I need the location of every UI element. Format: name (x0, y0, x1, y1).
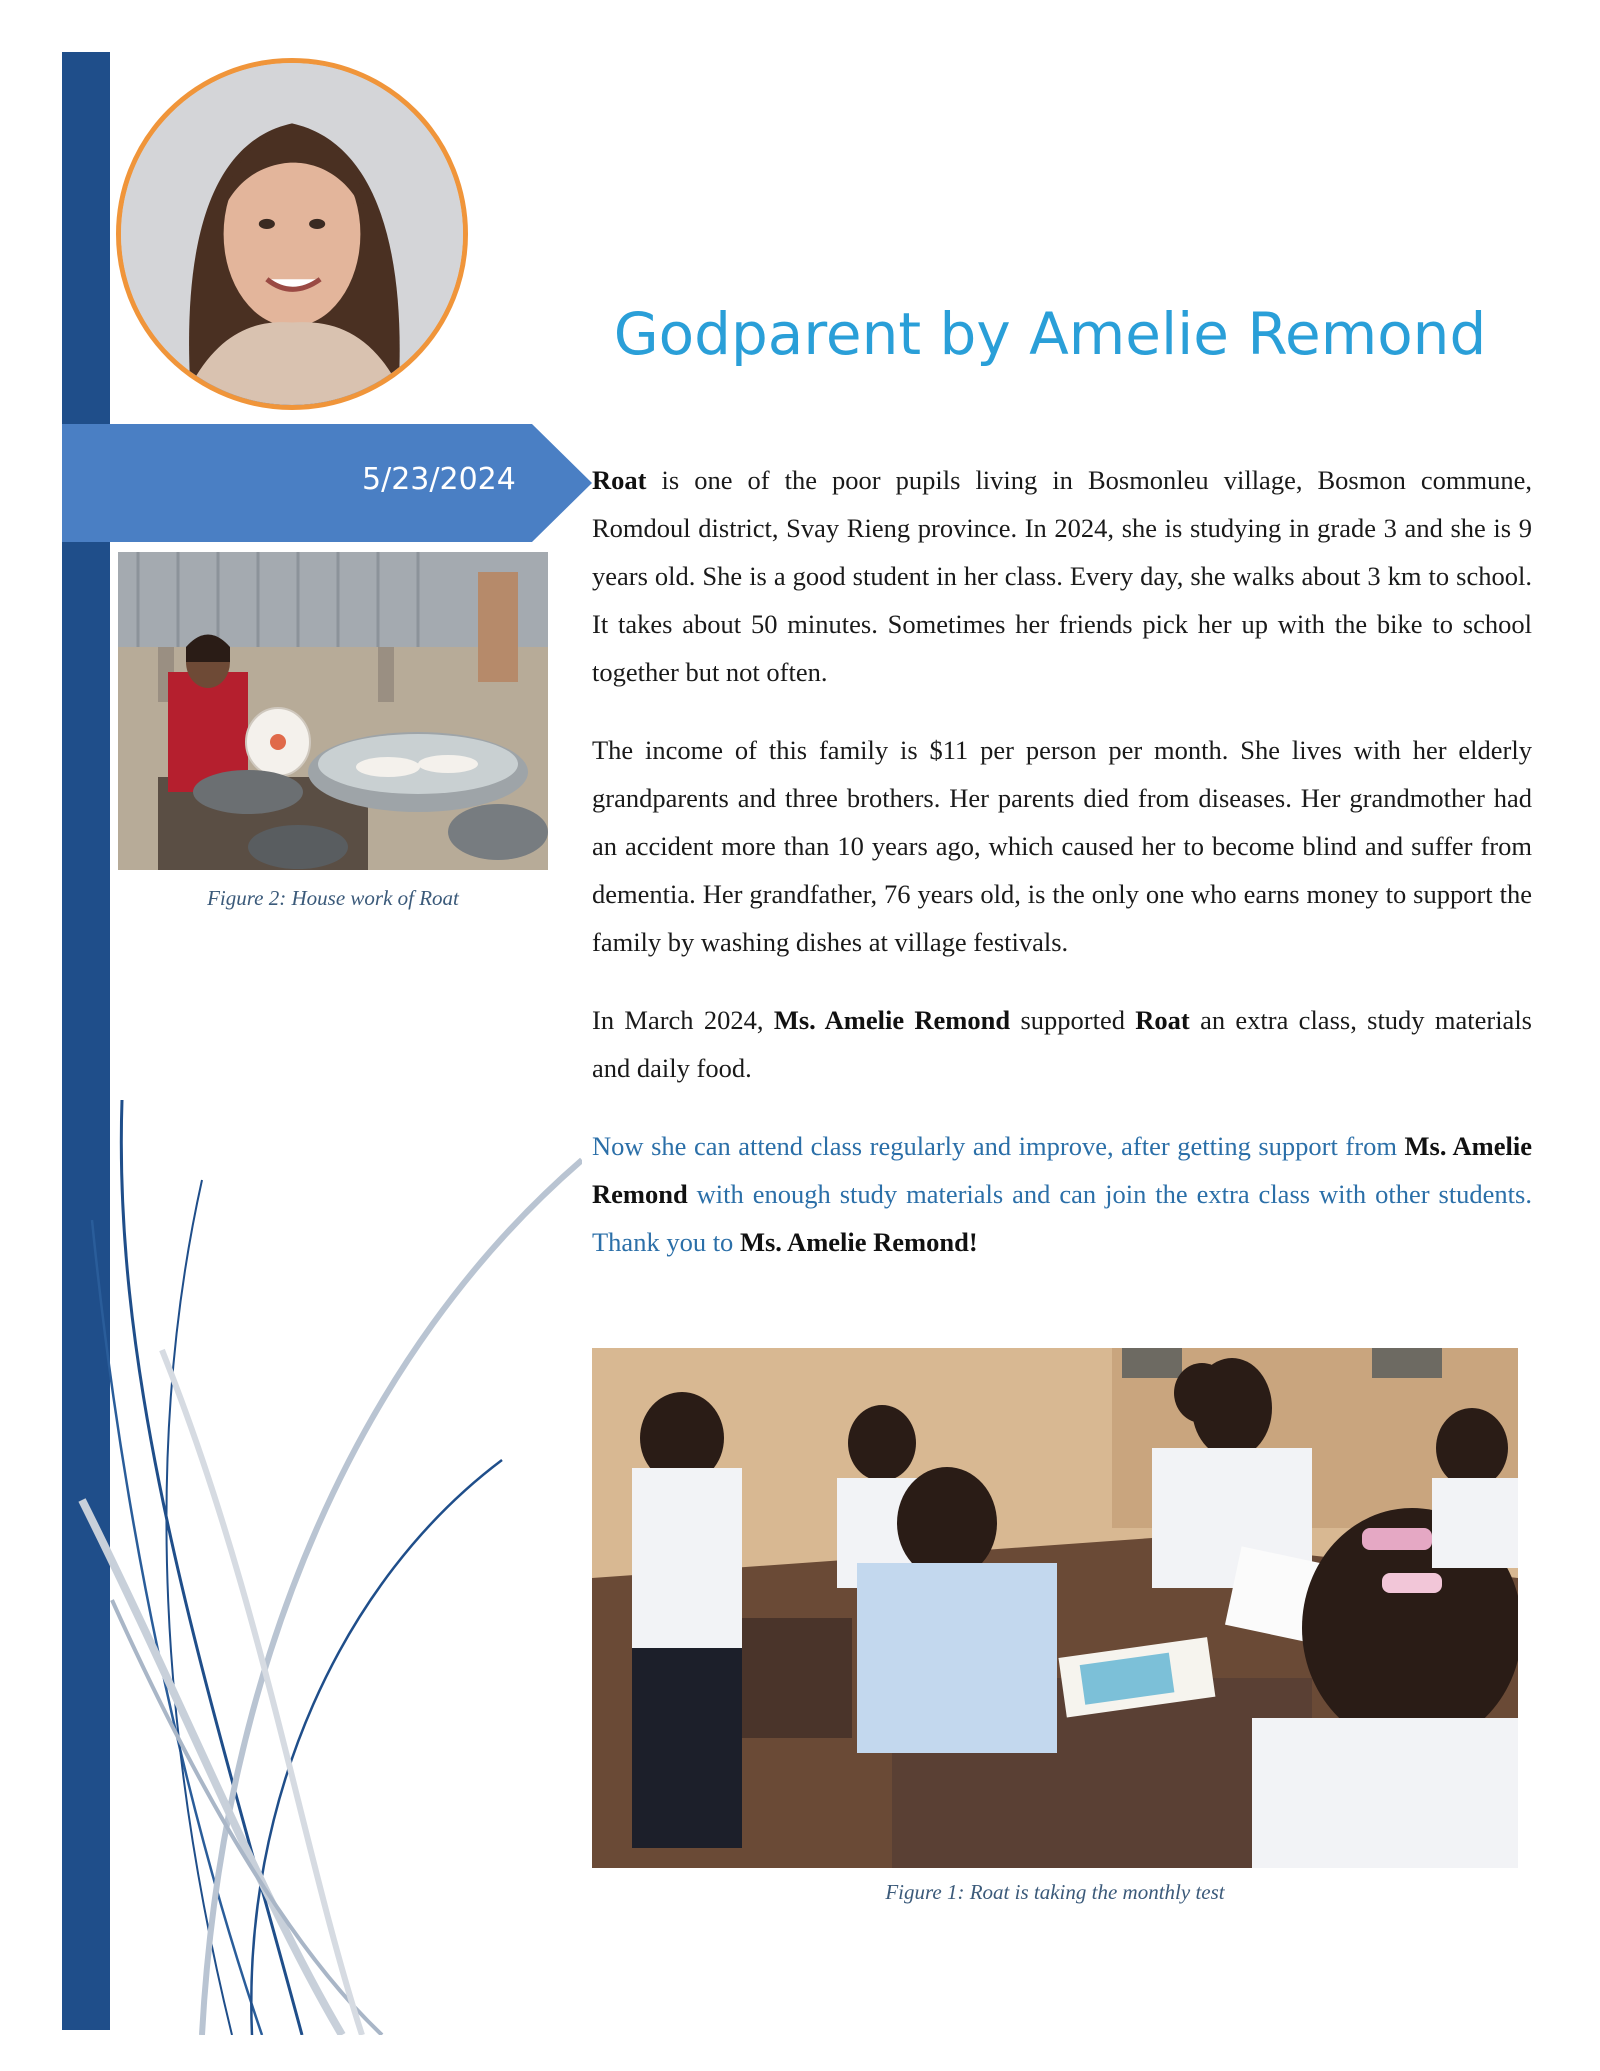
paragraph-intro (592, 456, 1532, 696)
paragraph-thanks (592, 1122, 1532, 1266)
figure-2-photo (118, 552, 548, 870)
student-name: Roat (592, 465, 647, 495)
godparent-name: Ms. Amelie Remond (739, 1227, 969, 1257)
support-text-3: an extra class, study materials and daily food. (592, 1005, 1532, 1083)
thanks-text-3: ! (968, 1227, 978, 1257)
godparent-name: Ms. Amelie Remond (773, 1005, 1011, 1035)
document-date: 5/23/2024 (362, 462, 516, 497)
paragraph-intro-text: is one of the poor pupils living in Bosmonleu village, Bosmon commune, Romdoul district, Svay Rieng province. In 2024, she is studying in grade 3 and she is 9 years old. She is a good student in her class. Every day, she walks about 3 km to school. It takes about 50 minutes. Sometimes her friends pick her up with the bike to school together but not often. (592, 465, 1532, 687)
thanks-text-1: Now she can attend class regularly and improve, after getting support from (592, 1131, 1405, 1161)
figure-1-photo (592, 1348, 1518, 1868)
support-text-1: In March 2024, (592, 1005, 774, 1035)
godparent-name: Ms. Amelie Remond (592, 1131, 1532, 1209)
figure-1-caption: Figure 1: Roat is taking the monthly test (885, 1880, 1225, 1904)
paragraph-support (592, 996, 1532, 1092)
story-body (592, 456, 1532, 1296)
date-banner (62, 424, 592, 542)
page-title: Godparent by Amelie Remond (613, 300, 1487, 368)
thanks-text-2: with enough study materials and can join the extra class with other students. Thank you to (592, 1179, 1532, 1257)
godparent-portrait (116, 58, 468, 410)
paragraph-family: The income of this family is $11 per person per month. She lives with her elderly grandparents and three brothers. Her parents died from diseases. Her grandmother had an accident more than 10 years ago, which caused her to become blind and suffer from dementia. Her grandfather, 76 years old, is the only one who earns money to support the family by washing dishes at village festivals. (592, 735, 1532, 957)
figure-2-caption: Figure 2: House work of Roat (207, 886, 459, 910)
support-text-2: supported (1010, 1005, 1136, 1035)
student-name: Roat (1135, 1005, 1190, 1035)
decorative-swirls (62, 1100, 582, 2035)
portrait-image (121, 63, 463, 405)
